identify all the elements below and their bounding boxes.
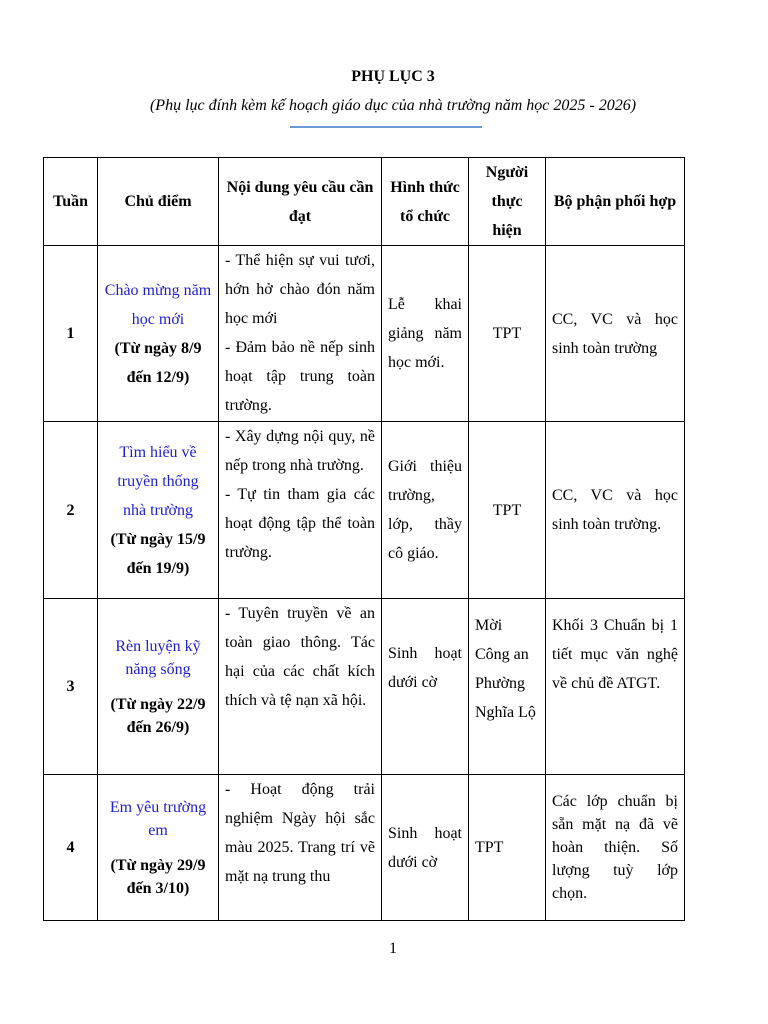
- header-executor: Người thực hiện: [469, 158, 546, 246]
- theme-date: (Từ ngày 29/9 đến 3/10): [110, 856, 206, 897]
- table-row: [44, 775, 685, 921]
- partner-cell: CC, VC và học sinh toàn trường.: [546, 422, 685, 599]
- header-form: Hình thức tổ chức: [382, 158, 469, 246]
- theme-name: Rèn luyện kỹ năng sống: [115, 637, 201, 678]
- header-week: Tuần: [44, 158, 98, 246]
- plan-table: [43, 157, 685, 921]
- content-cell: [219, 599, 382, 775]
- theme-date: (Từ ngày 8/9 đến 12/9): [114, 339, 202, 386]
- content-cell: [219, 246, 382, 422]
- header-theme: Chủ điểm: [98, 158, 219, 246]
- page-subtitle: (Phụ lục đính kèm kế hoạch giáo dục của nhà trường năm học 2025 - 2026): [149, 97, 637, 114]
- executor-cell: Mời Công an Phường Nghĩa Lộ: [469, 599, 546, 775]
- header-partner: Bộ phận phối hợp: [546, 158, 685, 246]
- table-header-row: [44, 158, 685, 246]
- form-cell: Sinh hoạt dưới cờ: [382, 599, 469, 775]
- executor-cell: TPT: [469, 246, 546, 422]
- partner-cell: Khối 3 Chuẩn bị 1 tiết mục văn nghệ về chủ đề ATGT.: [546, 599, 685, 775]
- content-cell: [219, 422, 382, 599]
- form-cell: Sinh hoạt dưới cờ: [382, 775, 469, 921]
- content-line: - Thể hiện sự vui tươi, hớn hở chào đón năm học mới: [225, 252, 375, 327]
- week-cell: 3: [44, 599, 98, 775]
- page-number: 1: [389, 940, 397, 957]
- theme-cell: [98, 599, 219, 775]
- theme-name: Em yêu trường em: [109, 798, 207, 839]
- content-line: - Đảm bảo nề nếp sinh hoạt tập trung toàn trường.: [225, 339, 375, 414]
- page-title: PHỤ LỤC 3: [351, 68, 435, 85]
- content-cell: [219, 775, 382, 921]
- form-cell: Lễ khai giảng năm học mới.: [382, 246, 469, 422]
- theme-name: Tìm hiểu về truyền thống nhà trường: [117, 443, 199, 519]
- content-line: - Xây dựng nội quy, nề nếp trong nhà trường.: [225, 428, 375, 474]
- content-line: - Tuyên truyền về an toàn giao thông. Tác hại của các chất kích thích và tệ nạn xã hội.: [225, 605, 375, 709]
- theme-name: Chào mừng năm học mới: [104, 281, 212, 328]
- theme-cell: [98, 422, 219, 599]
- week-cell: 2: [44, 422, 98, 599]
- theme-date: (Từ ngày 22/9 đến 26/9): [110, 695, 206, 736]
- header-content: Nội dung yêu cầu cần đạt: [219, 158, 382, 246]
- week-cell: 4: [44, 775, 98, 921]
- partner-cell: Các lớp chuẩn bị sẵn mặt nạ đã vẽ hoàn thiện. Số lượng tuỳ lớp chọn.: [546, 775, 685, 921]
- title-underline: [290, 126, 482, 128]
- theme-cell: [98, 246, 219, 422]
- table-row: [44, 422, 685, 599]
- content-line: - Hoạt động trải nghiệm Ngày hội sắc màu 2025. Trang trí vẽ mặt nạ trung thu: [225, 781, 375, 885]
- table-row: [44, 246, 685, 422]
- table-row: [44, 599, 685, 775]
- content-line: - Tự tin tham gia các hoạt động tập thể toàn trường.: [225, 486, 375, 561]
- partner-cell: CC, VC và học sinh toàn trường: [546, 246, 685, 422]
- theme-date: (Từ ngày 15/9 đến 19/9): [110, 530, 206, 577]
- executor-cell: TPT: [469, 775, 546, 921]
- executor-cell: TPT: [469, 422, 546, 599]
- form-cell: Giới thiệu trường, lớp, thầy cô giáo.: [382, 422, 469, 599]
- week-cell: 1: [44, 246, 98, 422]
- theme-cell: [98, 775, 219, 921]
